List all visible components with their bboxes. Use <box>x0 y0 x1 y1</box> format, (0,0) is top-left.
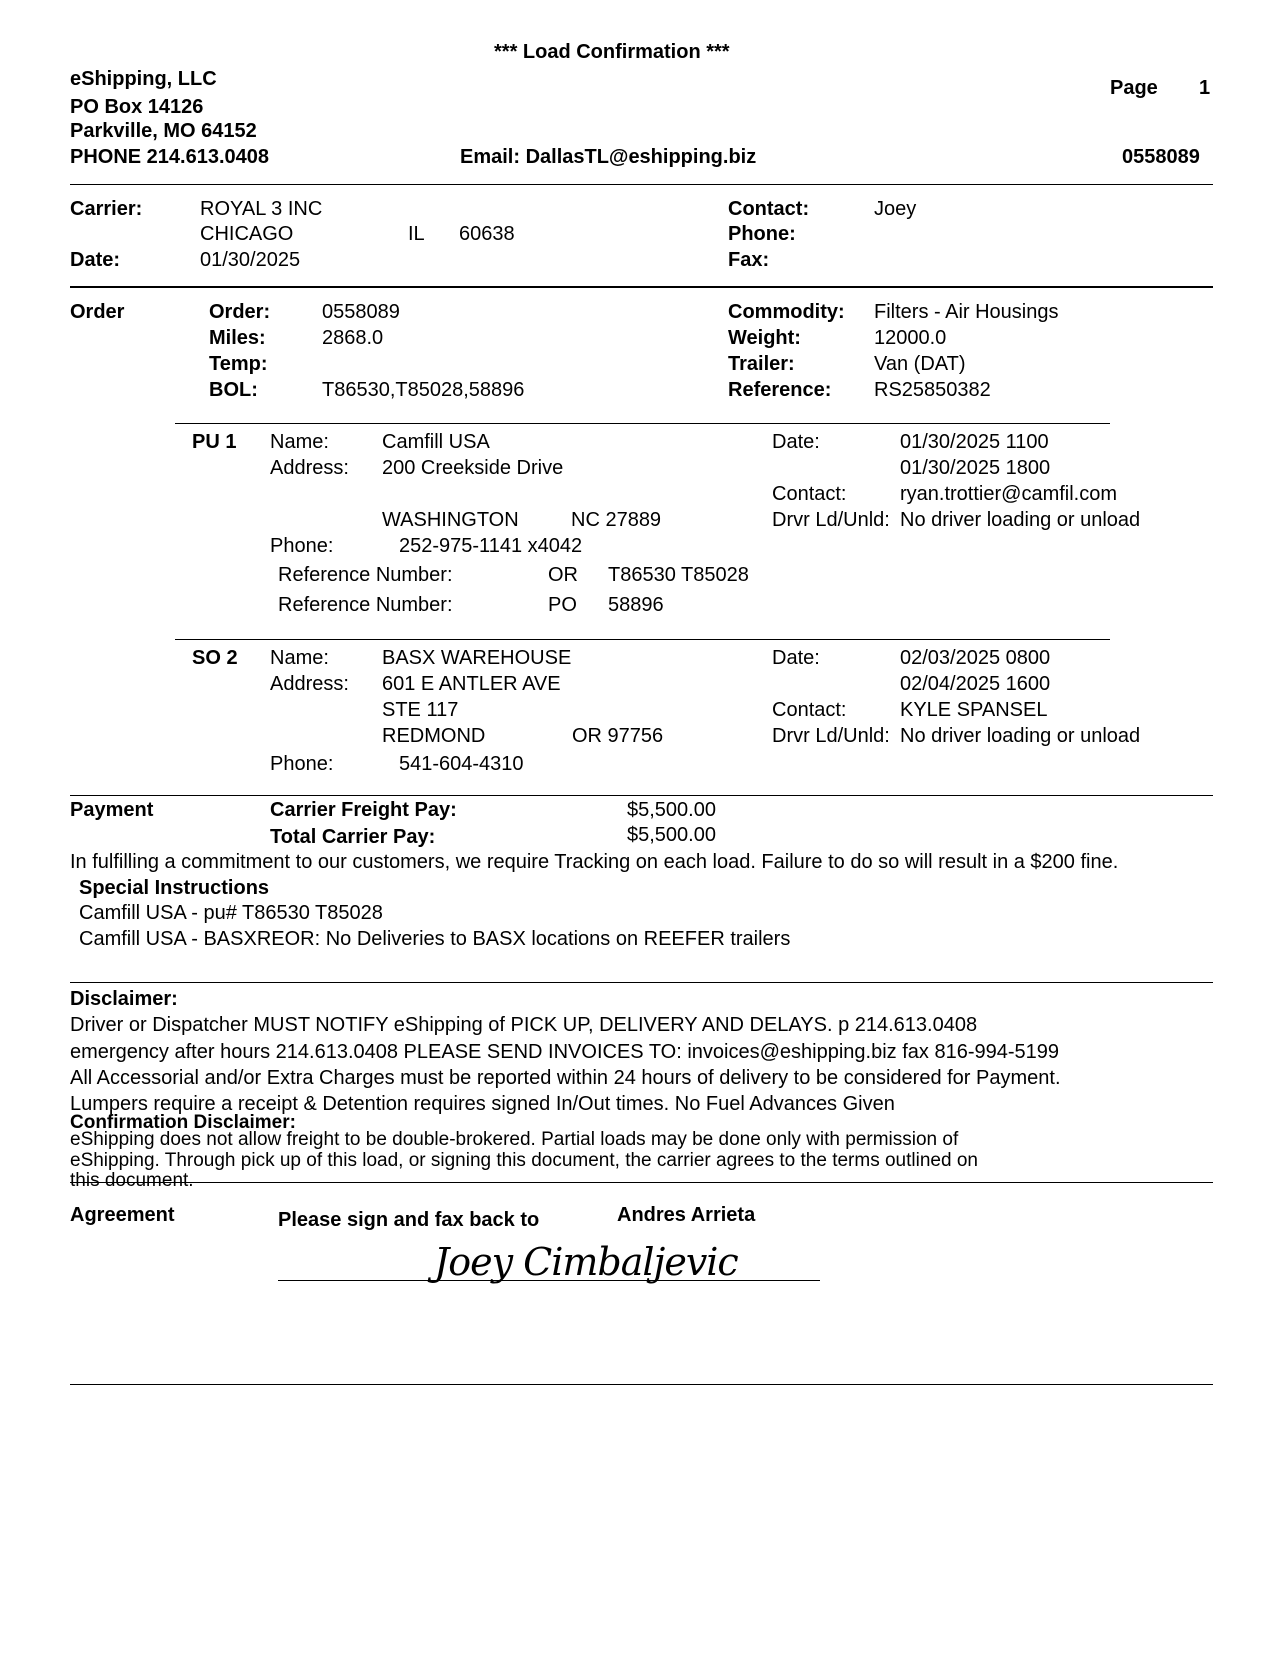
bol-value: T86530,T85028,58896 <box>322 379 525 401</box>
stop-phone: 541-604-4310 <box>399 753 524 775</box>
fax-label: Fax: <box>728 249 770 271</box>
divider <box>175 423 1110 424</box>
commodity-label: Commodity: <box>728 301 845 323</box>
page-number: 1 <box>1199 77 1211 99</box>
special-instructions-label: Special Instructions <box>79 877 270 899</box>
disclaimer-line: Driver or Dispatcher MUST NOTIFY eShipping of PICK UP, DELIVERY AND DELAYS. p 214.613.0408 <box>70 1014 978 1036</box>
document-title: *** Load Confirmation *** <box>494 41 730 63</box>
company-phone: PHONE 214.613.0408 <box>70 146 270 168</box>
confirmation-disclaimer-line: eShipping does not allow freight to be double-brokered. Partial loads may be done only with permission of <box>70 1129 959 1150</box>
pickup-contact-label: Contact: <box>772 483 847 505</box>
commodity-value: Filters - Air Housings <box>874 301 1059 323</box>
pickup-ref-label: Reference Number: <box>278 594 453 616</box>
weight-label: Weight: <box>728 327 801 349</box>
trailer-value: Van (DAT) <box>874 353 966 375</box>
confirmation-disclaimer-label: Confirmation Disclaimer: <box>70 1112 296 1133</box>
stop-address-2: STE 117 <box>382 699 459 721</box>
reference-value: RS25850382 <box>874 379 991 401</box>
total-pay-value: $5,500.00 <box>627 824 716 846</box>
divider <box>70 1384 1213 1385</box>
pickup-ref-type: PO <box>548 594 577 616</box>
divider <box>70 1182 1213 1183</box>
stop-address-label: Address: <box>270 673 349 695</box>
pickup-date-1: 01/30/2025 1100 <box>900 431 1049 453</box>
freight-pay-value: $5,500.00 <box>627 799 716 821</box>
miles-label: Miles: <box>209 327 266 349</box>
pickup-date-label: Date: <box>772 431 820 453</box>
stop-address-1: 601 E ANTLER AVE <box>382 673 561 695</box>
company-address-2: Parkville, MO 64152 <box>70 120 257 142</box>
pickup-drvr: No driver loading or unload <box>900 509 1141 531</box>
pickup-state-zip: NC 27889 <box>571 509 662 531</box>
company-email: Email: DallasTL@eshipping.biz <box>460 146 757 168</box>
stop-drvr: No driver loading or unload <box>900 725 1141 747</box>
phone-label: Phone: <box>728 223 796 245</box>
temp-label: Temp: <box>209 353 268 375</box>
stop-name-label: Name: <box>270 647 329 669</box>
stop-date-1: 02/03/2025 0800 <box>900 647 1051 669</box>
miles-value: 2868.0 <box>322 327 384 349</box>
order-number: 0558089 <box>322 301 400 323</box>
signature-line <box>278 1280 820 1281</box>
divider <box>175 639 1110 640</box>
carrier-date: 01/30/2025 <box>200 249 301 271</box>
divider <box>70 184 1213 185</box>
pickup-drvr-label: Drvr Ld/Unld: <box>772 509 890 531</box>
sign-instruction: Please sign and fax back to <box>278 1209 540 1231</box>
pickup-address: 200 Creekside Drive <box>382 457 564 479</box>
bol-label: BOL: <box>209 379 258 401</box>
order-label: Order: <box>209 301 271 323</box>
pickup-ref-type: OR <box>548 564 578 586</box>
carrier-city: CHICAGO <box>200 223 294 245</box>
company-address-1: PO Box 14126 <box>70 96 204 118</box>
stop-name: BASX WAREHOUSE <box>382 647 572 669</box>
company-name: eShipping, LLC <box>70 68 217 90</box>
signature: Joey Cimbaljevic <box>434 1240 738 1284</box>
agent-name: Andres Arrieta <box>617 1204 756 1226</box>
carrier-state: IL <box>408 223 425 245</box>
carrier-name: ROYAL 3 INC <box>200 198 323 220</box>
pickup-phone-label: Phone: <box>270 535 334 557</box>
order-section-label: Order <box>70 301 125 323</box>
stop-contact-label: Contact: <box>772 699 847 721</box>
pickup-name-label: Name: <box>270 431 329 453</box>
pickup-code: PU 1 <box>192 431 237 453</box>
pickup-ref-value: T86530 T85028 <box>608 564 749 586</box>
stop-date-2: 02/04/2025 1600 <box>900 673 1051 695</box>
pickup-contact: ryan.trottier@camfil.com <box>900 483 1118 505</box>
disclaimer-label: Disclaimer: <box>70 988 178 1010</box>
carrier-zip: 60638 <box>459 223 515 245</box>
pickup-date-2: 01/30/2025 1800 <box>900 457 1051 479</box>
payment-label: Payment <box>70 799 154 821</box>
stop-date-label: Date: <box>772 647 820 669</box>
reference-label: Reference: <box>728 379 832 401</box>
contact-label: Contact: <box>728 198 810 220</box>
disclaimer-line: Lumpers require a receipt & Detention requires signed In/Out times. No Fuel Advances Given <box>70 1093 895 1115</box>
divider <box>70 795 1213 796</box>
divider <box>70 982 1213 983</box>
stop-city: REDMOND <box>382 725 486 747</box>
stop-drvr-label: Drvr Ld/Unld: <box>772 725 890 747</box>
pickup-city: WASHINGTON <box>382 509 519 531</box>
carrier-contact: Joey <box>874 198 917 220</box>
stop-phone-label: Phone: <box>270 753 334 775</box>
pickup-address-label: Address: <box>270 457 349 479</box>
freight-pay-label: Carrier Freight Pay: <box>270 799 457 821</box>
pickup-ref-label: Reference Number: <box>278 564 453 586</box>
total-pay-label: Total Carrier Pay: <box>270 826 436 848</box>
trailer-label: Trailer: <box>728 353 795 375</box>
weight-value: 12000.0 <box>874 327 947 349</box>
divider <box>70 286 1213 288</box>
page-label: Page <box>1110 77 1158 99</box>
carrier-date-label: Date: <box>70 249 121 271</box>
special-instruction-line: Camfill USA - pu# T86530 T85028 <box>79 902 383 924</box>
stop-code: SO 2 <box>192 647 238 669</box>
disclaimer-line: All Accessorial and/or Extra Charges must be reported within 24 hours of delivery to be considered for Payment. <box>70 1067 1061 1089</box>
special-instruction-line: Camfill USA - BASXREOR: No Deliveries to BASX locations on REEFER trailers <box>79 928 791 950</box>
pickup-ref-value: 58896 <box>608 594 664 616</box>
header-order-number: 0558089 <box>1122 146 1200 168</box>
pickup-name: Camfill USA <box>382 431 490 453</box>
confirmation-disclaimer-line: eShipping. Through pick up of this load, or signing this document, the carrier agrees to the terms outlined on <box>70 1150 978 1171</box>
stop-state-zip: OR 97756 <box>572 725 664 747</box>
disclaimer-line: emergency after hours 214.613.0408 PLEASE SEND INVOICES TO: invoices@eshipping.biz fax 816-994-5199 <box>70 1041 1060 1063</box>
agreement-label: Agreement <box>70 1204 175 1226</box>
carrier-label: Carrier: <box>70 198 143 220</box>
pickup-phone: 252-975-1141 x4042 <box>399 535 583 557</box>
tracking-note: In fulfilling a commitment to our customers, we require Tracking on each load. Failure to do so will result in a $200 fine. <box>70 851 1119 873</box>
confirmation-disclaimer-line: this document. <box>70 1170 194 1191</box>
stop-contact: KYLE SPANSEL <box>900 699 1048 721</box>
